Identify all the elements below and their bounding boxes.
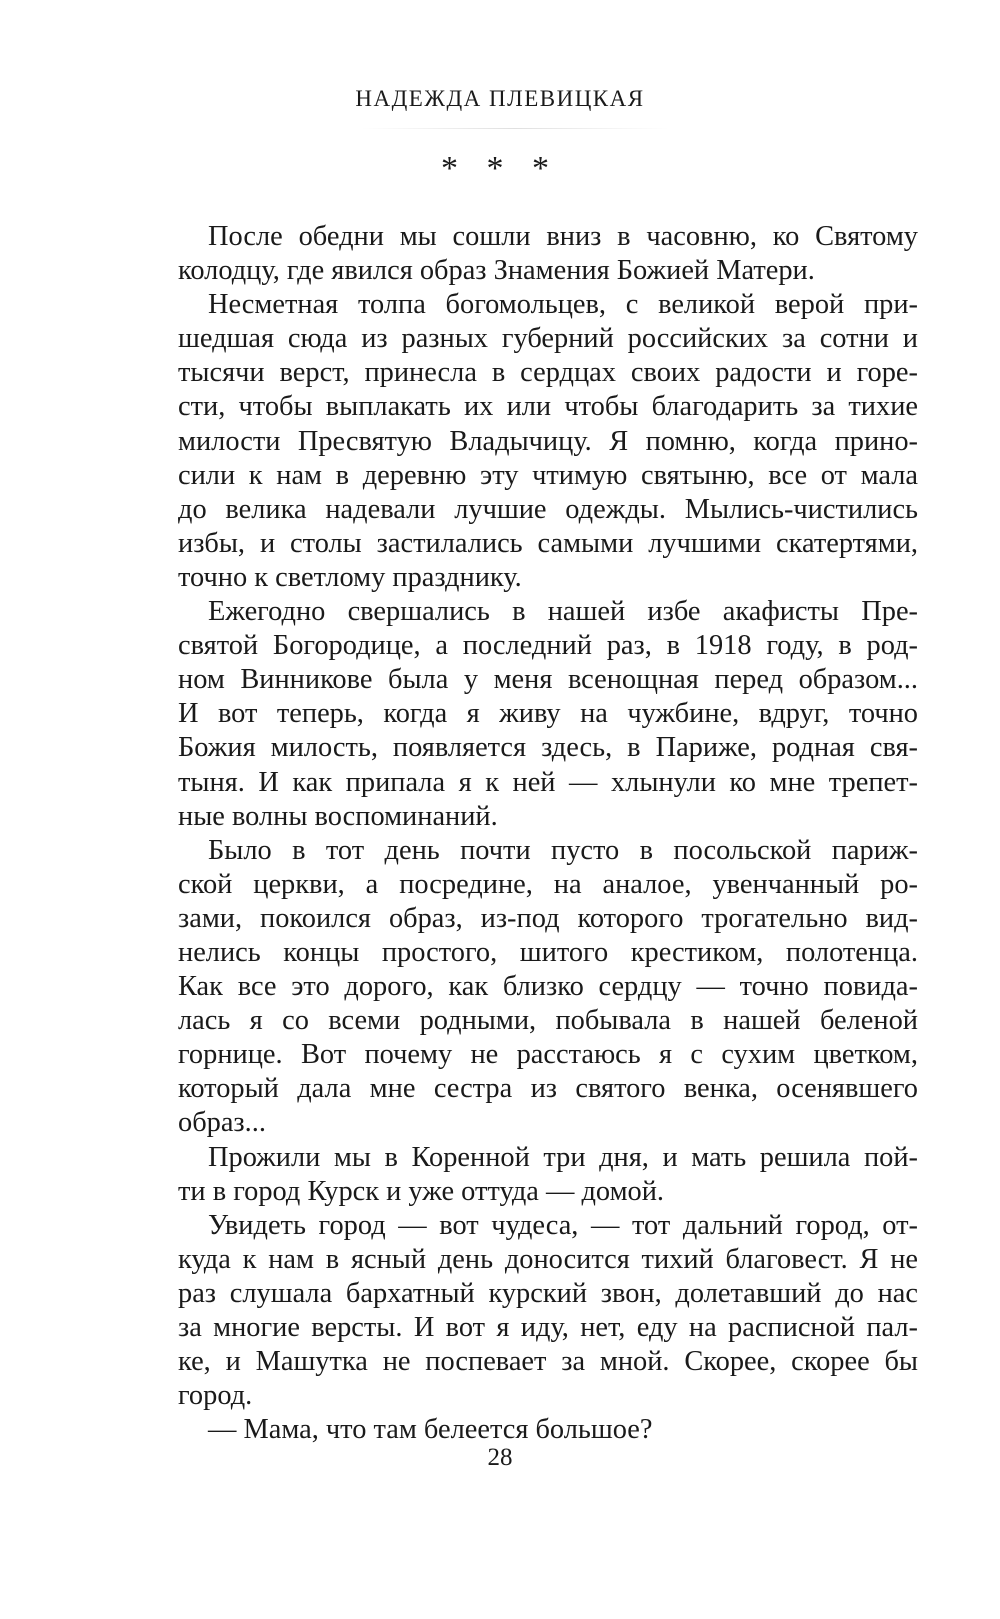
text-line: Несметная толпа богомольцев, с великой верой при- xyxy=(208,289,918,321)
text-line: тысячи верст, принесла в сердцах своих радости и горе- xyxy=(178,357,918,389)
text-line: лась я со всеми родными, побывала в нашей беленой xyxy=(178,1005,918,1037)
text-line: раз слушала бархатный курский звон, долетавший до нас xyxy=(178,1277,918,1309)
text-line: Было в тот день почти пусто в посольской париж- xyxy=(208,834,918,866)
text-line: колодцу, где явился образ Знамения Божией Матери. xyxy=(178,255,815,287)
text-line: город. xyxy=(178,1380,253,1412)
text-line: Божия милость, появляется здесь, в Париже, родная свя- xyxy=(178,732,918,764)
text-line: шедшая сюда из разных губерний российских за сотни и xyxy=(178,323,918,355)
text-line: святой Богородице, а последний раз, в 1918 году, в род- xyxy=(178,630,918,662)
running-head: НАДЕЖДА ПЛЕВИЦКАЯ xyxy=(355,86,645,111)
text-line: Прожили мы в Коренной три дня, и мать решила пой- xyxy=(208,1141,918,1173)
text-line: зами, покоился образ, из-под которого трогательно вид- xyxy=(178,902,918,934)
text-line: за многие версты. И вот я иду, нет, еду на расписной пал- xyxy=(178,1312,918,1343)
text-line: который дала мне сестра из святого венка, осенявшего xyxy=(178,1073,918,1105)
text-line: ти в город Курск и уже оттуда — домой. xyxy=(178,1175,665,1207)
text-line: милости Пресвятую Владычицу. Я помню, когда прино- xyxy=(178,425,918,457)
text-line: нелись концы простого, шитого крестиком, полотенца. xyxy=(178,936,918,968)
text-line: сили к нам в деревню эту чтимую святыню, все от мала xyxy=(178,459,918,491)
text-line: куда к нам в ясный день доносится тихий благовест. Я не xyxy=(178,1243,918,1275)
text-line: образ... xyxy=(178,1107,266,1139)
text-line: И вот теперь, когда я живу на чужбине, вдруг, точно xyxy=(178,698,918,730)
text-line: до велика надевали лучшие одежды. Мылись-чистились xyxy=(178,493,918,525)
text-line: сти, чтобы выплакать их или чтобы благодарить за тихие xyxy=(178,391,918,423)
text-line: ке, и Машутка не поспевает за мной. Скорее, скорее бы xyxy=(178,1346,918,1378)
body-text xyxy=(178,220,918,1447)
text-line: ные волны воспоминаний. xyxy=(178,800,498,832)
section-break-asterisks: * * * xyxy=(441,150,559,187)
running-head-rule xyxy=(360,128,670,129)
text-line: ской церкви, а посредине, на аналое, увенчанный ро- xyxy=(178,868,918,900)
text-line: После обедни мы сошли вниз в часовню, ко Святому xyxy=(208,221,918,252)
text-line: — Мама, что там белеется большое? xyxy=(208,1414,653,1446)
page-number: 28 xyxy=(487,1444,513,1471)
text-line: точно к светлому празднику. xyxy=(178,561,522,593)
text-line: горнице. Вот почему не расстаюсь я с сухим цветком, xyxy=(178,1039,918,1071)
text-line: Увидеть город — вот чудеса, — тот дальний город, от- xyxy=(208,1209,918,1241)
text-line: ном Винникове была у меня всенощная перед образом... xyxy=(178,664,918,696)
text-line: тыня. И как припала я к ней — хлынули ко мне трепет- xyxy=(178,766,918,798)
text-line: Ежегодно свершались в нашей избе акафисты Пре- xyxy=(208,596,918,628)
text-line: избы, и столы застилались самыми лучшими скатертями, xyxy=(178,527,918,559)
text-line: Как все это дорого, как близко сердцу — точно повида- xyxy=(178,971,918,1003)
